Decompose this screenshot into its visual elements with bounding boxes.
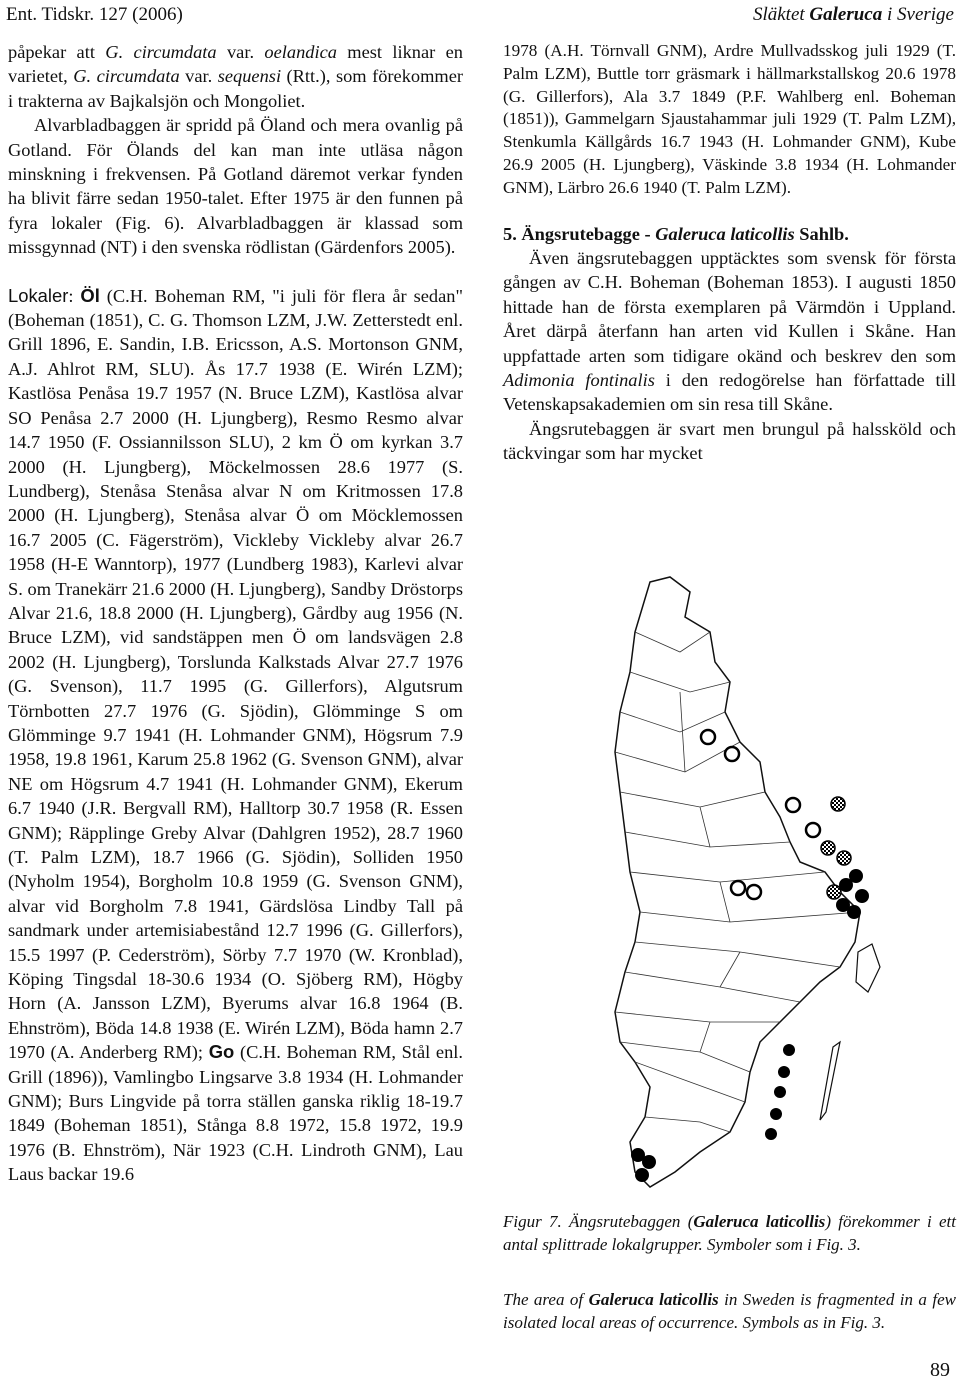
filled-circle-marker [783, 1044, 795, 1056]
localities-list: Lokaler: Öl (C.H. Boheman RM, "i juli för flera år sedan" (Boheman (1851), C. G. Thomson LZM, J.W. Zetterstedt enl. Grill 1896, E. Sandin, I.B. Ericsson, A.S. Mortonson GNM, A.J. Ahlrot RM, SLU). Ås 17.7 1938 (E. Wirén LZM); Kastlösa Penåsa 19.7 1957 (N. Bruce LZM), Kastlösa alvar SO Penåsa 2.7 2000 (H. Ljungberg), Resmo Resmo alvar 14.7 1950 (F. Ossiannilsson SLU), 2 km Ö om kyrkan 3.7 2000 (H. Ljungberg), Möckelmossen 28.6 1977 (S. Lundberg), Stenåsa Stenåsa alvar N om Kritmossen 17.8 2000 (H. Ljungberg), Stenåsa alvar Ö om Möcklemossen 16.7 2005 (C. Fägerström), Vickleby Vickleby alvar 26.7 1958 (H-E Wanntorp), 1977 (Lundberg 1983), Karlevi alvar S. om Tranekärr 21.6 2000 (H. Ljungberg), Sandby Dröstorps Alvar 21.6, 18.8 2000 (H. Ljungberg), Gårdby aug 1956 (N. Bruce LZM), vid sandstäppen men Ö om landsvägen 2.8 2002 (H. Ljungberg), Torslunda Kalkstads Alvar 27.7 1976 (G. Svenson), 11.7 1995 (G. Gillerfors), Algutsrum Törnbotten 27.7 1976 (G. Sjödin), Glömminge S om Glömminge 9.7 1941 (H. Lohmander GNM), Högsrum 7.9 1958, 19.8 1961, Karum 25.8 1962 (G. Svenson GNM), alvar NE om Högsrum 4.7 1941 (H. Lohmander GNM), Ekerum 6.7 1940 (J.R. Bergvall RM), Halltorp 30.7 1958 (R. Essen GNM); Räpplinge Greby Alvar (Dahlgren 1952), 28.7 1960 (T. Palm LZM), 18.7 1966 (G. Sjödin), Solliden 1950 (Nyholm 1954), Borgholm 10.8 1959 (G. Svenson GNM), alvar vid Borgholm 7.8 1941, Gärdslösa Lindby Tall på sandmark under artemisiabestånd 12.7 1996 (G. Gillerfors), 15.5 1997 (P. Cederström), Sörby 7.7 1970 (W. Kronblad), Köping Tingsdal 18-30.6 1934 (O. Sjöberg RM), Högby Horn (A. Jansson LZM), Byerums alvar 16.8 1964 (B. Ehnström), Böda 14.8 1938 (E. Wirén LZM), Böda hamn 2.7 1970 (A. Anderberg RM); Go (C.H. Boheman RM, Stål enl. Grill (1896)), Vamlingbo Lingsarve 3.8 1934 (H. Lohmander GNM); Burs Lingvide på torra ställen ganska riklig 18-19.7 1849 (Boheman 1851), Stånga 8.8 1972, 15.8 1972, 19.9 1976 (B. Ehnström), När 1923 (C.H. Lindroth GNM), Lau Laus backar 19.6 [8, 284, 463, 1185]
filled-circle-marker [839, 878, 853, 892]
hatched-circle-marker [827, 885, 841, 899]
gotland-island [856, 944, 880, 992]
open-circle-marker [725, 747, 739, 761]
right-column [503, 40, 956, 466]
sweden-distribution-map [590, 572, 890, 1202]
left-column [8, 40, 463, 1187]
filled-circle-marker [778, 1066, 790, 1078]
figure-caption-english: The area of Galeruca laticollis in Sweden is fragmented in a few isolated local areas of occurrence. Symbols as in Fig. 3. [503, 1290, 956, 1332]
paragraph-continuation: påpekar att G. circumdata var. oelandica mest liknar en varietet, G. circumdata var. sequensi (Rtt.), som förekommer i trakterna av Bajkalsjön och Mongoliet. [8, 42, 463, 111]
section-heading: 5. Ängsrutebagge - Galeruca laticollis Sahlb. [503, 223, 849, 244]
localities-continuation: 1978 (A.H. Törnvall GNM), Ardre Mullvadsskog juli 1929 (T. Palm LZM), Buttle torr gräsmark i hällmarkstallskog 20.6 1978 (G. Gillerfors), Ala 3.7 1849 (P.F. Wahlberg enl. Boheman (1851)), Gammelgarn Sjaustahammar juli 1929 (T. Palm LZM), Stenkumla Källgårds 16.7 1943 (H. Lohmander GNM), Kube 26.9 2005 (H. Ljungberg), Väskinde 3.8 1934 (H. Lohmander GNM), Lärbro 26.6 1940 (T. Palm LZM). [503, 41, 956, 197]
filled-circle-marker [855, 889, 869, 903]
hatched-circle-marker [831, 797, 845, 811]
hatched-circle-marker [837, 851, 851, 865]
filled-circle-marker [635, 1168, 649, 1182]
filled-circle-markers [631, 869, 869, 1182]
filled-circle-marker [774, 1086, 786, 1098]
filled-circle-marker [642, 1155, 656, 1169]
paragraph-description: Ängsrutebaggen är svart men brungul på halssköld och täckvingar som har mycket [503, 418, 956, 464]
paragraph-discovery: Även ängsrutebaggen upptäcktes som svensk för första gången av C.H. Boheman (Boheman 1853). I augusti 1850 hittade han de första exemplaren på Värmdön i Uppland. Året därpå återfann han arten vid Kullen i Skåne. Han uppfattade arten som tidigare okänd och beskrev den som Adimonia fontinalis i den redogörelse han författade till Vetenskapsakademien om sin resa till Skåne. [503, 247, 956, 415]
open-circle-marker [806, 823, 820, 837]
filled-circle-marker [847, 905, 861, 919]
filled-circle-marker [770, 1108, 782, 1120]
oland-island [820, 1042, 840, 1120]
hatched-circle-marker [821, 841, 835, 855]
open-circle-marker [747, 885, 761, 899]
journal-header: Ent. Tidskr. 127 (2006) [6, 4, 183, 25]
filled-circle-marker [765, 1128, 777, 1140]
figure-caption-swedish: Figur 7. Ängsrutebaggen (Galeruca laticollis) förekommer i ett antal splittrade lokalgrupper. Symboler som i Fig. 3. [503, 1212, 956, 1254]
paragraph-distribution: Alvarbladbaggen är spridd på Öland och mera ovanlig på Gotland. För Ölands del kan man inte utläsa någon minskning i frekvensen. På Gotland däremot verkar fynden ha blivit färre sedan 1950-talet. Efter 1975 är den funnen på fyra lokaler (Fig. 6). Alvarbladbaggen är klassad som missgynnad (NT) i den svenska rödlistan (Gärdenfors 2005). [8, 115, 463, 258]
open-circle-marker [786, 798, 800, 812]
open-circle-marker [731, 881, 745, 895]
running-title: Släktet Galeruca i Sverige [752, 4, 954, 25]
open-circle-marker [701, 730, 715, 744]
open-circle-markers [701, 730, 820, 899]
page-number: 89 [930, 1359, 950, 1381]
